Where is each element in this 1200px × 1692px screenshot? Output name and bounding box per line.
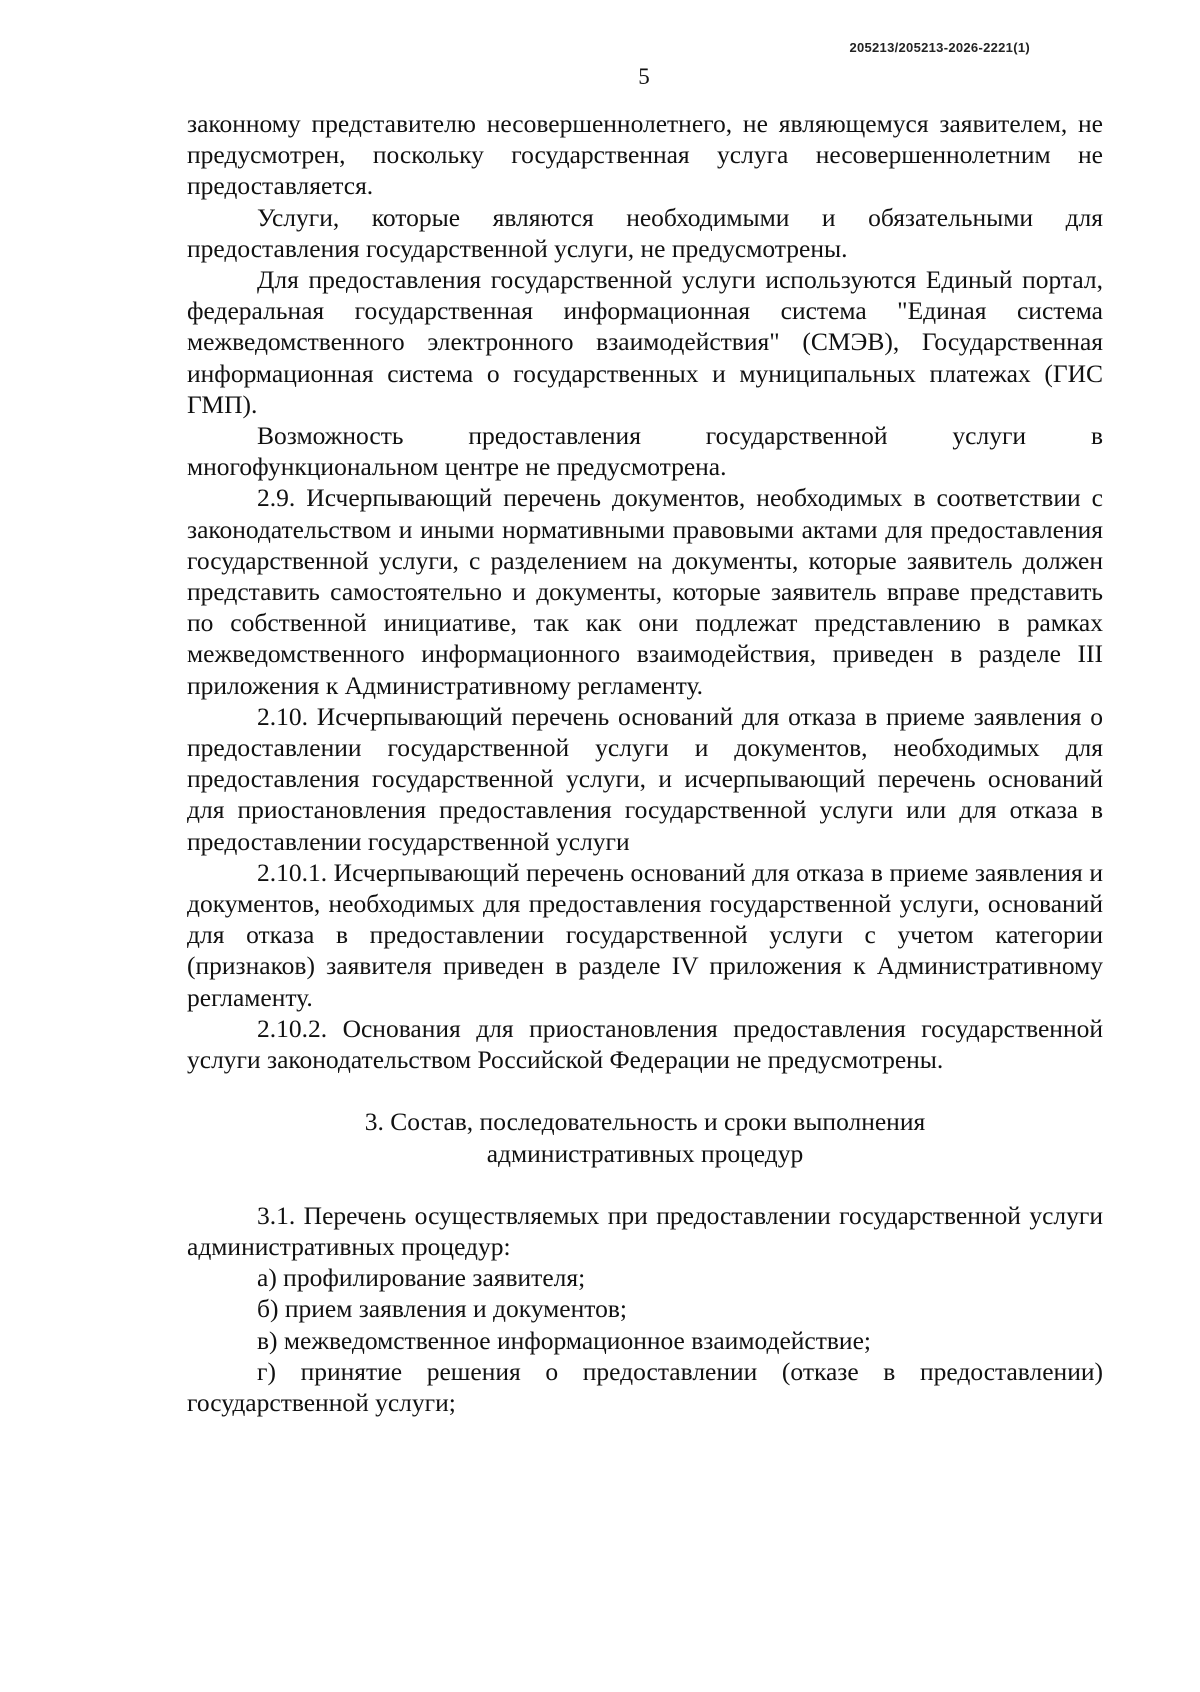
paragraph-2-10-1: 2.10.1. Исчерпывающий перечень оснований для отказа в приеме заявления и документов, необходимых для предоставления государственной услуги, оснований для отказа в предоставлении государственной услуги с учетом категории (признаков) заявителя приведен в разделе IV приложения к Административному регламенту. (187, 857, 1103, 1012)
section-3-heading (187, 1106, 1103, 1168)
page-number: 5 (638, 64, 650, 89)
paragraph-continuation: законному представителю несовершеннолетнего, не являющемуся заявителем, не предусмотрен, поскольку государственная услуга несовершеннолетним не предоставляется. (187, 109, 1103, 201)
paragraph-services-not-required: Услуги, которые являются необходимыми и обязательными для предоставления государственной услуги, не предусмотрены. (187, 202, 1103, 263)
list-item: а) профилирование заявителя; (257, 1263, 586, 1293)
document-body (187, 108, 1103, 1418)
paragraph-2-10: 2.10. Исчерпывающий перечень оснований для отказа в приеме заявления о предоставлении государственной услуги и документов, необходимых для предоставления государственной услуги, и исчерпывающий перечень оснований для приостановления предоставления государственной услуги или для отказа в предоставлении государственной услуги (187, 701, 1103, 856)
paragraph-2-9: 2.9. Исчерпывающий перечень документов, необходимых в соответствии с законодательством и иными нормативными правовыми актами для предоставления государственной услуги, с разделением на документы, которые заявитель должен представить самостоятельно и документы, которые заявитель вправе представить по собственной инициативе, так как они подлежат представлению в рамках межведомственного информационного взаимодействия, приведен в разделе III приложения к Административному регламенту. (187, 483, 1103, 700)
paragraph-information-systems: Для предоставления государственной услуги используются Единый портал, федеральная государственная информационная система "Единая система межведомственного электронного взаимодействия" (СМЭВ), Государственная информационная система о государственных и муниципальных платежах (ГИС ГМП). (187, 265, 1103, 419)
registration-number: 205213/205213-2026-2221(1) (849, 40, 1030, 55)
list-item: г) принятие решения о предоставлении (отказе в предоставлении) государственной услуги; (187, 1356, 1103, 1417)
section-3-heading-line1: 3. Состав, последовательность и сроки выполнения (364, 1107, 926, 1137)
paragraph-2-10-2: 2.10.2. Основания для приостановления предоставления государственной услуги законодательством Российской Федерации не предусмотрены. (187, 1013, 1103, 1075)
section-3-heading-line2: административных процедур (486, 1138, 804, 1168)
list-item: в) межведомственное информационное взаимодействие; (257, 1325, 871, 1355)
list-item: б) прием заявления и документов; (257, 1294, 627, 1324)
paragraph-mfc: Возможность предоставления государственной услуги в многофункциональном центре не предусмотрена. (187, 421, 1103, 482)
paragraph-3-1: 3.1. Перечень осуществляемых при предоставлении государственной услуги административных процедур: (187, 1200, 1103, 1261)
